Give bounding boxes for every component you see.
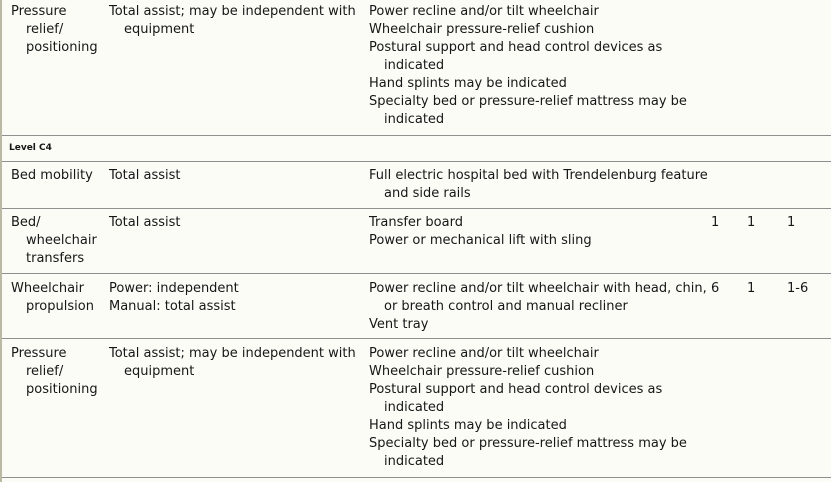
activity-cell: Pressure relief/ positioning [11, 346, 98, 397]
equipment-cell: Full electric hospital bed with Trendelenburg feature and side rails [369, 168, 708, 201]
value-col-2: 1 [747, 281, 756, 296]
level-heading: Level C4 [9, 143, 52, 153]
row-divider [2, 477, 831, 478]
assist-cell: Total assist; may be independent with equipment [109, 4, 356, 37]
value-col-2: 1 [747, 215, 756, 230]
activity-cell: Bed/ wheelchair transfers [11, 215, 97, 266]
equipment-cell: Transfer board Power or mechanical lift with sling [369, 215, 592, 248]
row-divider [2, 161, 831, 162]
value-col-3: 1-6 [787, 281, 809, 296]
row-divider [2, 338, 831, 339]
equipment-cell: Power recline and/or tilt wheelchair with head, chin, or breath control and manual recliner Vent tray [369, 281, 707, 332]
equipment-cell: Power recline and/or tilt wheelchair Wheelchair pressure-relief cushion Postural support and head control devices as indicated Hand splints may be indicated Specialty bed or pressure-relief mattress may be indicated [369, 4, 687, 127]
assist-cell: Power: independent Manual: total assist [109, 281, 239, 314]
value-col-1: 1 [711, 215, 720, 230]
assist-cell: Total assist [109, 215, 181, 230]
row-divider [2, 273, 831, 274]
row-divider [2, 208, 831, 209]
row-divider [2, 135, 831, 136]
equipment-cell: Power recline and/or tilt wheelchair Wheelchair pressure-relief cushion Postural support and head control devices as indicated Hand splints may be indicated Specialty bed or pressure-relief mattress may be indicated [369, 346, 687, 469]
activity-cell: Wheelchair propulsion [11, 281, 94, 314]
assist-cell: Total assist; may be independent with equipment [109, 346, 356, 379]
value-col-1: 6 [711, 281, 720, 296]
activity-cell: Pressure relief/ positioning [11, 4, 98, 55]
left-page-border [0, 0, 2, 482]
value-col-3: 1 [787, 215, 796, 230]
activity-cell: Bed mobility [11, 168, 93, 183]
assist-cell: Total assist [109, 168, 181, 183]
